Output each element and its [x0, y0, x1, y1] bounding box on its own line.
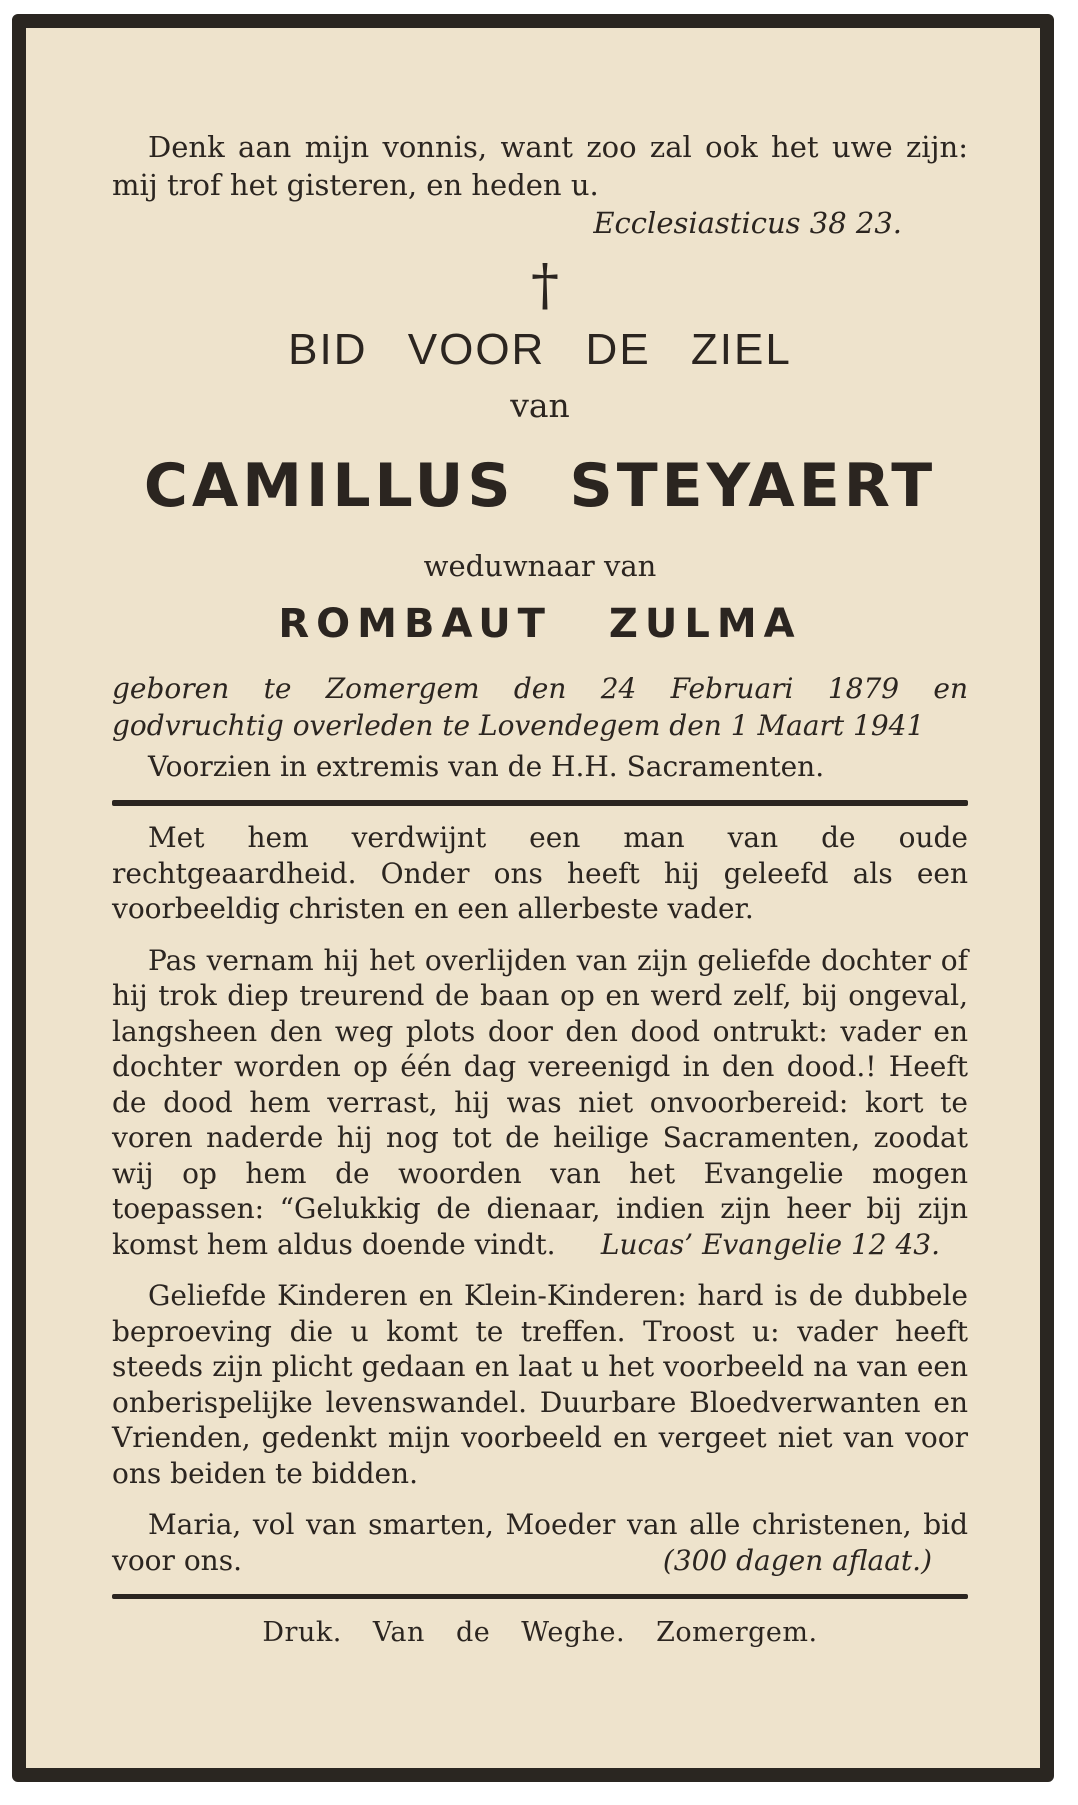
van-label: van: [510, 386, 570, 425]
epigraph-reference: Ecclesiasticus 38 23.: [593, 206, 902, 240]
birth-death-text: geboren te Zomergem den 24 Februari 1879 en godvruchtig overleden te Lovendegem den 1 Maart 1941: [112, 672, 968, 742]
spouse-name: ROMBAUT ZULMA: [278, 601, 802, 647]
eulogy-body: [112, 820, 968, 1578]
epigraph: [112, 128, 968, 204]
widower-label: weduwnaar van: [423, 549, 657, 583]
divider-top: [112, 800, 968, 806]
eulogy-paragraph-3: Geliefde Kinderen en Klein-Kinderen: hard is de dubbele beproeving die u komt te treffen. Troost u: vader heeft steeds zijn plicht gedaan en laat u het voorbeeld na van een onberispelijke levenswandel. Duurbare Bloedverwanten en Vrienden, gedenkt mijn voorbeeld en vergeet niet van voor ons beiden te bidden.: [112, 1279, 968, 1490]
eulogy-paragraph-2: [112, 943, 968, 1263]
indulgence-note: (300 dagen aflaat.): [662, 1543, 932, 1577]
epigraph-text: Denk aan mijn vonnis, want zoo zal ook het uwe zijn: mij trof het gisteren, en heden u.: [112, 130, 968, 202]
gospel-reference: Lucas’ Evangelie 12 43.: [600, 1227, 940, 1261]
deceased-name: CAMILLUS STEYAERT: [143, 451, 937, 521]
memorial-card: [12, 14, 1054, 1782]
divider-bottom: [112, 1594, 968, 1599]
prayer-text: Maria, vol van smarten, Moeder van alle christenen, bid voor ons.: [112, 1508, 968, 1577]
card-content: [112, 128, 968, 1648]
prayer-heading: BID VOOR DE ZIEL: [288, 325, 792, 374]
eulogy-paragraph-1: Met hem verdwijnt een man van de oude rechtgeaardheid. Onder ons heeft hij geleefd als een voorbeeldig christen en een allerbeste vader.: [112, 821, 968, 925]
eulogy-paragraph-2-text: Pas vernam hij het overlijden van zijn geliefde dochter of hij trok diep treurend de baan op en werd zelf, bij ongeval, langsheen den weg plots door den dood ontrukt: vader en dochter worden op één dag vereenigd in den dood.! Heeft de dood hem verrast, hij was niet onvoorbereid: kort te voren naderde hij nog tot de heilige Sacramenten, zoodat wij op hem de woorden van het Evangelie mogen toepassen: “Gelukkig de dienaar, indien zijn heer bij zijn komst hem aldus doende vindt.: [112, 943, 968, 1261]
sacraments-text: Voorzien in extremis van de H.H. Sacramenten.: [148, 750, 825, 783]
prayer-paragraph: [112, 1507, 968, 1578]
cross-icon: †: [531, 253, 559, 318]
printer-credit: Druk. Van de Weghe. Zomergem.: [262, 1617, 818, 1648]
